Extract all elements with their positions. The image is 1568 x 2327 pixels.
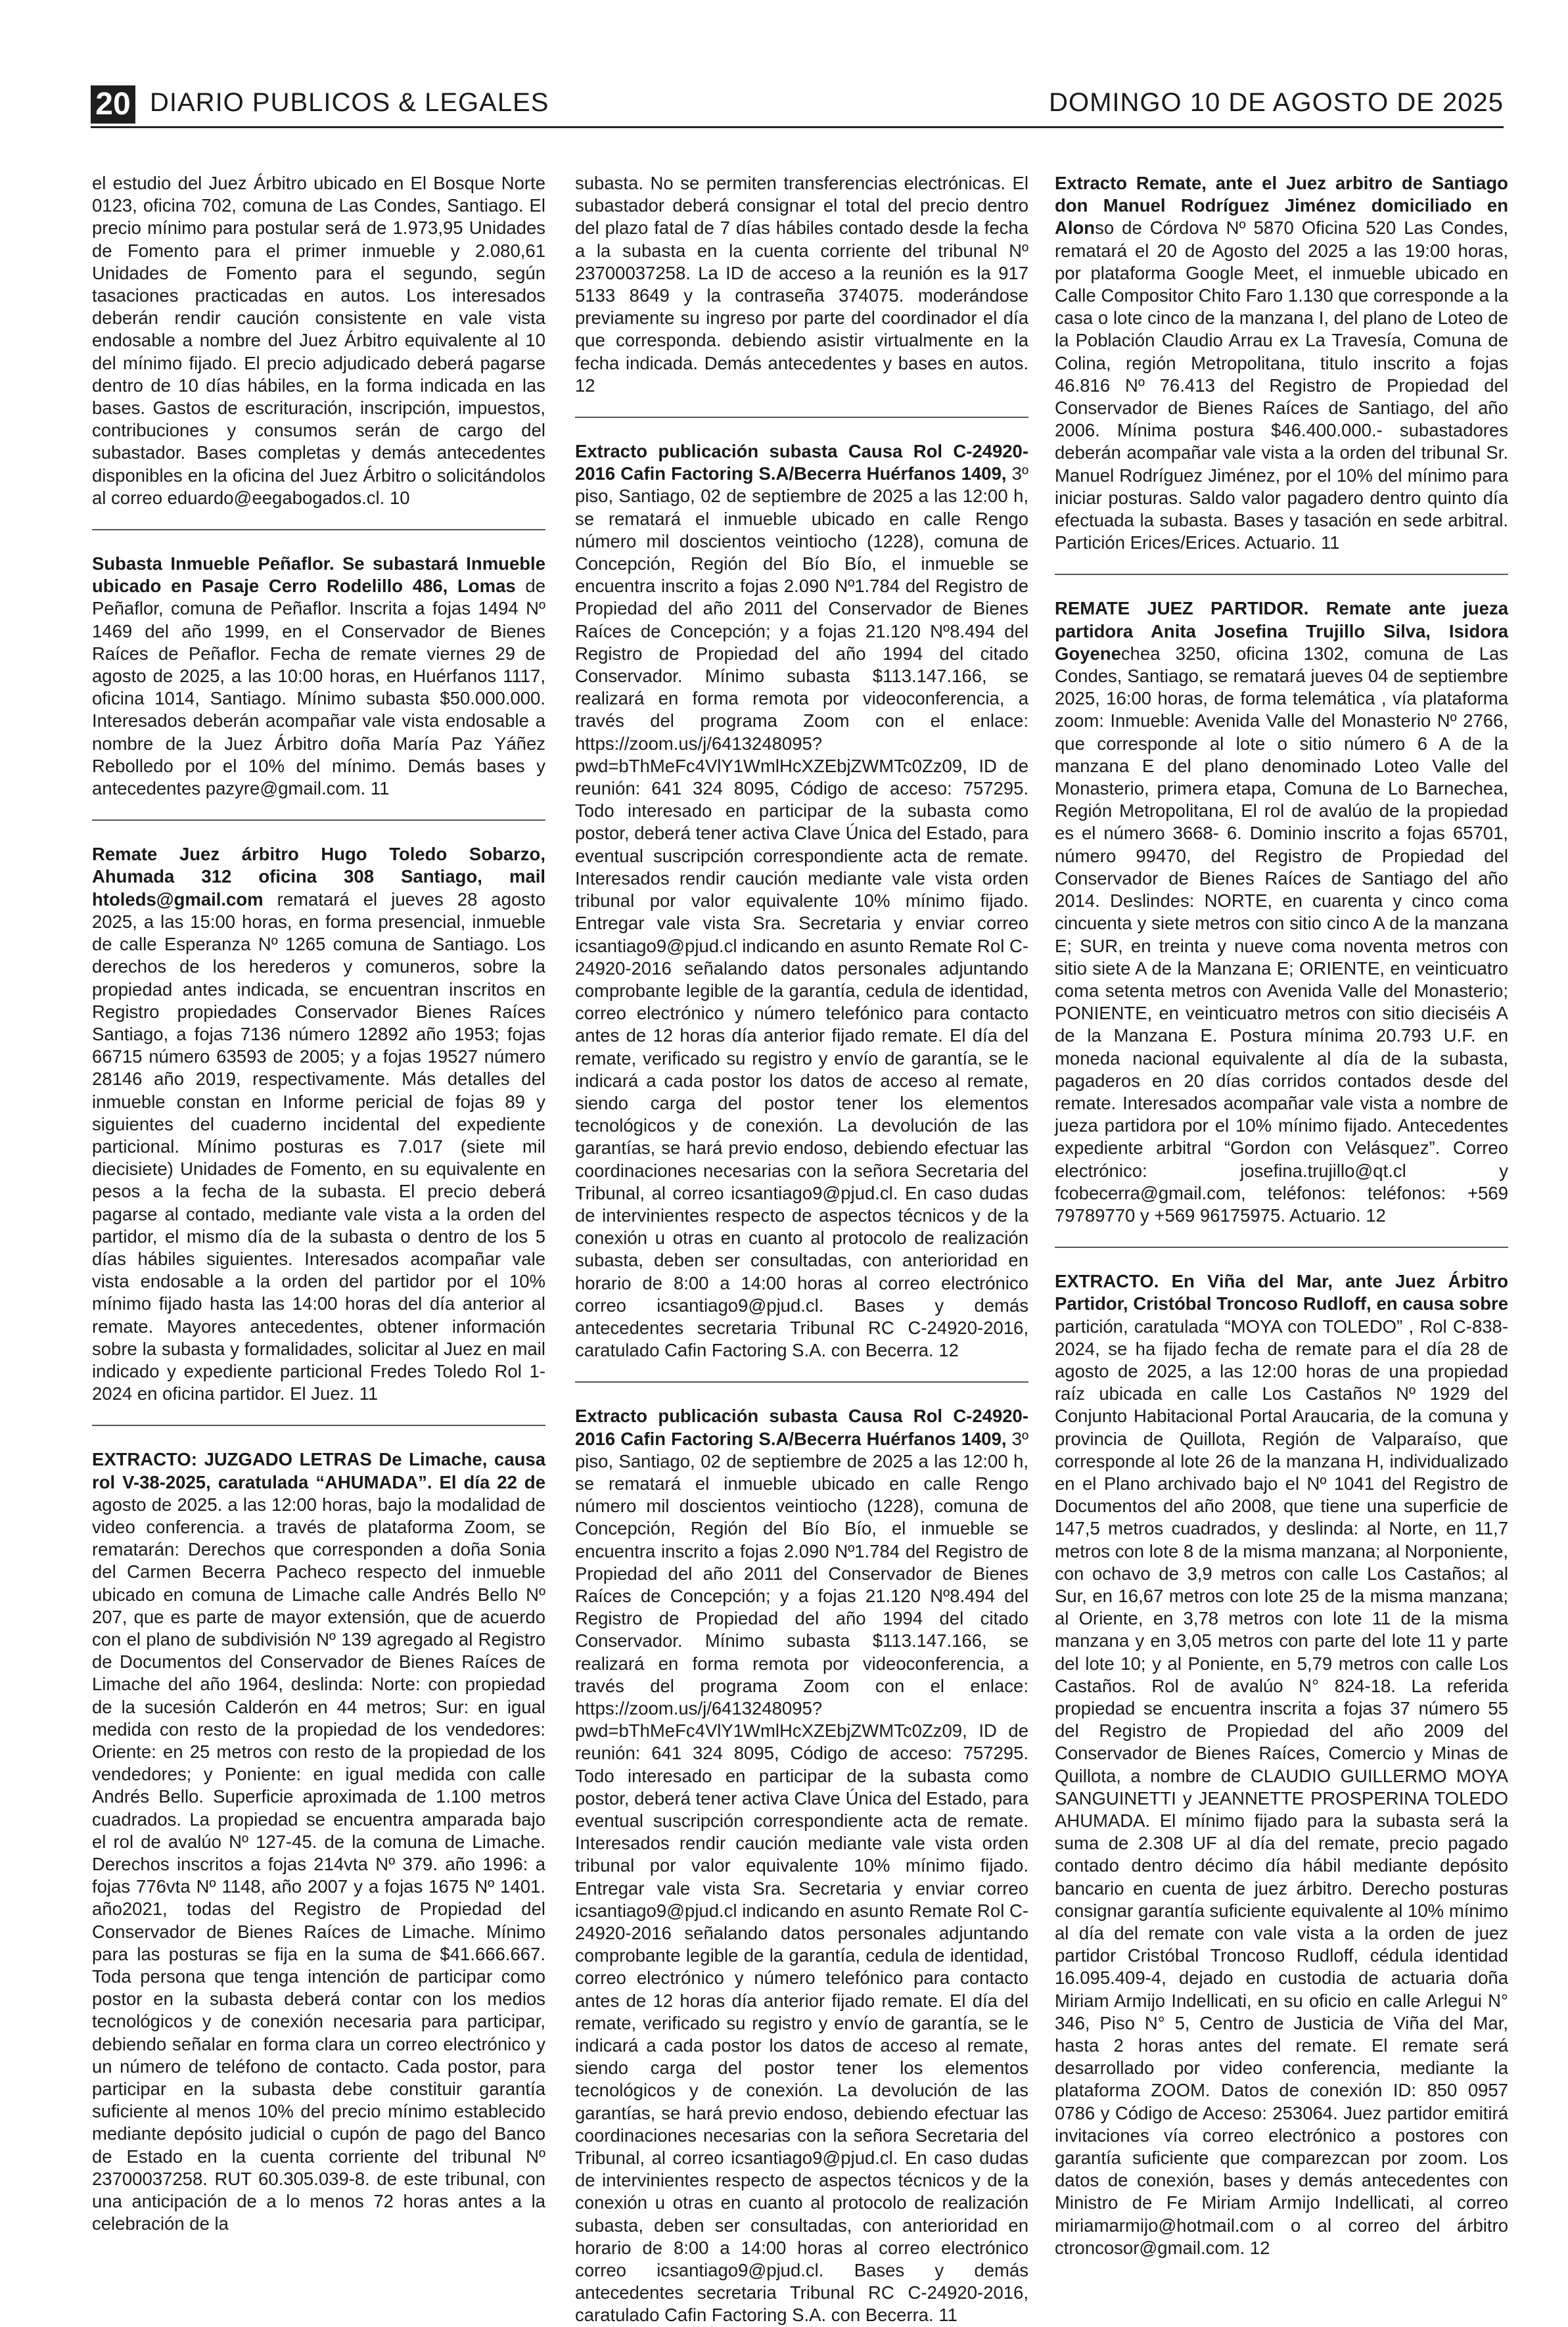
notice-separator xyxy=(575,1381,1028,1383)
notice-separator xyxy=(575,417,1028,418)
notice-body: rematará el jueves 28 agosto 2025, a las 15:00 horas, en forma presencial, inmueble de calle Esperanza Nº 1265 comuna de Santiago. Los derechos de los herederos y comuneros, sobre la propiedad antes indicada, se encuentran inscritos en Registro propiedades Conservador Bienes Raíces Santiago, a fojas 7136 número 12892 año 1953; fojas 66715 número 63593 de 2005; y a fojas 19527 número 28146 año 2019, respectivamente. Más detalles del inmueble constan en Informe pericial de fojas 89 y siguientes del cuaderno incidental del expediente particional. Mínimo posturas es 7.017 (siete mil diecisiete) Unidades de Fomento, en su equivalente en pesos a la fecha de la subasta. El precio deberá pagarse al contado, mediante vale vista a la orden del partidor, el mismo día de la subasta o dentro de los 5 días hábiles siguientes. Interesados acompañar vale vista endosable a la orden del partidor por el 10% mínimo fijado hasta las 14:00 horas del día anterior al remate. Mayores antecedentes, obtener información sobre la subasta y formalidades, solicitar al Juez en mail indicado y expediente particional Fredes Toledo Rol 1-2024 en oficina partidor. El Juez. 11 xyxy=(92,888,545,1404)
notice-heading: Remate Juez árbitro Hugo Toledo Sobarzo, Ahumada 312 oficina 308 Santiago, mail htoleds@gmail.com xyxy=(92,844,545,910)
notice xyxy=(1055,172,1508,554)
notice-body: de Peñaflor, comuna de Peñaflor. Inscrita a fojas 1494 Nº 1469 del año 1999, en el Conservador de Bienes Raíces de Peñaflor. Fecha de remate viernes 29 de agosto de 2025, a las 10:00 horas, en Huérfanos 1117, oficina 1014, Santiago. Mínimo subasta $50.000.000. Interesados deberán acompañar vale vista endosable a nombre de la Juez Árbitro doña María Paz Yáñez Rebolledo por el 10% del mínimo. Demás bases y antecedentes pazyre@gmail.com. 11 xyxy=(92,576,546,799)
column-3 xyxy=(1055,172,1508,2275)
notice-heading: EXTRACTO: JUZGADO LETRAS De Limache, causa rol V-38-2025, caratulada “AHUMADA”. El día 22 de xyxy=(92,1449,545,1492)
notice xyxy=(1055,597,1508,1227)
notice-heading: Subasta Inmueble Peñaflor. Se subastará Inmueble ubicado en Pasaje Cerro Rodelillo 486, Lomas xyxy=(92,553,545,597)
notice-body: subasta. No se permiten transferencias electrónicas. El subastador deberá consignar el total del precio dentro del plazo fatal de 7 días hábiles contado desde la fecha a la subasta en la cuenta corriente del tribunal Nº 23700037258. La ID de acceso a la reunión es la 917 5133 8649 y la contraseña 374075. moderándose previamente su ingreso por parte del coordinador el día que corresponda. debiendo asistir virtualmente en la fecha indicada. Demás antecedentes y bases en autos. 12 xyxy=(575,173,1028,396)
notice-body: agosto de 2025. a las 12:00 horas, bajo la modalidad de video conferencia. a través de plataforma Zoom, se rematarán: Derechos que corresponden a doña Sonia del Carmen Becerra Pacheco respecto del inmueble ubicado en comuna de Limache calle Andrés Bello Nº 207, que es parte de mayor extensión, que de acuerdo con el plano de subdivisión Nº 139 agregado al Registro de Documentos del Conservador de Bienes Raíces de Limache del año 1964, deslinda: Norte: con propiedad de la sucesión Calderón en 44 metros; Sur: en igual medida con resto de la propiedad de los vendedores: Oriente: en 25 metros con resto de la propiedad de los vendedores; y Poniente: en igual medida con calle Andrés Bello. Superficie aproximada de 1.100 metros cuadrados. La propiedad se encuentra amparada bajo el rol de avalúo Nº 127-45. de la comuna de Limache. Derechos inscritos a fojas 214vta Nº 379. año 1996: a fojas 776vta Nº 1148, año 2007 y a fojas 1675 Nº 1401. año2021, todas del Registro de Propiedad del Conservador de Bienes Raíces de Limache. Mínimo para las posturas se fija en la suma de $41.666.667. Toda persona que tenga intención de participar como postor en la subasta deberá contar con los medios tecnológicos y de conexión necesaria para participar, debiendo señalar en forma clara un correo electrónico y un número de teléfono de contacto. Cada postor, para participar en la subasta debe constituir garantía suficiente al menos 10% del precio mínimo establecido mediante depósito judicial o cupón de pago del Banco de Estado en la cuenta corriente del tribunal Nº 23700037258. RUT 60.305.039-8. de este tribunal, con una anticipación de a lo menos 72 horas antes a la celebración de la xyxy=(92,1494,545,2234)
notice-heading: REMATE JUEZ PARTIDOR. Remate ante jueza partidora Anita Josefina Trujillo Silva, Isidora Goyene xyxy=(1055,598,1508,664)
notice-heading: Extracto publicación subasta Causa Rol C-24920-2016 Cafin Factoring S.A/Becerra Huérfanos 1409, xyxy=(575,441,1028,484)
notice-separator xyxy=(92,529,545,530)
notice-separator xyxy=(92,819,545,821)
notice-heading: Extracto Remate, ante el Juez arbitro de Santiago don Manuel Rodríguez Jiménez domiciliado en Alon xyxy=(1055,173,1508,239)
notice xyxy=(1055,1270,1508,2259)
notice xyxy=(575,440,1028,1362)
publication-title: DIARIO PUBLICOS & LEGALES xyxy=(150,88,549,117)
notice xyxy=(92,1448,545,2235)
page-number: 20 xyxy=(91,85,135,124)
notice-body: partición, caratulada “MOYA con TOLEDO” , Rol C-838-2024, se ha fijado fecha de remate para el día 28 de agosto de 2025, a las 12:00 horas de una propiedad raíz ubicada en calle Los Castaños Nº 1929 del Conjunto Habitacional Portal Araucaria, de la comuna y provincia de Quillota, Región de Valparaíso, que corresponde al lote 26 de la manzana H, individualizado en el Plano archivado bajo el Nº 1041 del Registro de Documentos del año 2008, que tiene una superficie de 147,5 metros cuadrados, y deslinda: al Norte, en 11,7 metros con lote 8 de la misma manzana; al Norponiente, con ochavo de 3,9 metros con calle Los Castaños; al Sur, en 16,67 metros con lote 25 de la misma manzana; al Oriente, en 3,78 metros con lote 11 de la misma manzana y en 3,05 metros con parte del lote 11 y parte del lote 10; y al Poniente, en 5,79 metros con calle Los Castaños. Rol de avalúo N° 824-18. La referida propiedad se encuentra inscrita a fojas 37 número 55 del Registro de Propiedad del año 2009 del Conservador de Bienes Raíces, Comercio y Minas de Quillota, a nombre de CLAUDIO GUILLERMO MOYA SANGUINETTI y JEANNETTE PROSPERINA TOLEDO AHUMADA. El mínimo fijado para la subasta será la suma de 2.308 UF al día del remate, precio pagado contado dentro décimo día hábil mediante depósito bancario en cuenta de juez árbitro. Derecho posturas consignar garantía suficiente equivalente al 10% mínimo al día del remate con vale vista a la orden de juez partidor Cristóbal Troncoso Rudloff, cédula identidad 16.095.409-4, dejado en custodia de actuaria doña Miriam Armijo Indellicati, en su oficio en calle Arlegui N° 346, Piso N° 5, Centro de Justicia de Viña del Mar, hasta 2 horas antes del remate. El remate será desarrollado por video conferencia, mediante la plataforma ZOOM. Datos de conexión ID: 850 0957 0786 y Código de Acceso: 253064. Juez partidor emitirá invitaciones vía correo electrónico a postores con garantía suficiente que comparezcan por zoom. Los datos de conexión, bases y demás antecedentes con Ministro de Fe Miriam Armijo Indellicati, al correo miriamarmijo@hotmail.com o al correo del árbitro ctroncosor@gmail.com. 12 xyxy=(1055,1316,1508,2258)
notice-separator xyxy=(1055,574,1508,575)
notice-separator xyxy=(1055,1247,1508,1248)
notice xyxy=(92,172,545,509)
notice-separator xyxy=(92,1425,545,1426)
column-2 xyxy=(575,172,1028,2326)
notice-heading: Extracto publicación subasta Causa Rol C-24920-2016 Cafin Factoring S.A/Becerra Huérfanos 1409, xyxy=(575,1406,1028,1449)
notice-body: so de Córdova Nº 5870 Oficina 520 Las Condes, rematará el 20 de Agosto del 2025 a las 19:00 horas, por plataforma Google Meet, el inmueble ubicado en Calle Compositor Chito Faro 1.130 que corresponde a la casa o lote cinco de la manzana I, del plano de Loteo de la Población Claudio Arrau ex La Travesía, Comuna de Colina, región Metropolitana, titulo inscrito a fojas 46.816 Nº 76.413 del Registro de Propiedad del Conservador de Bienes Raíces de Santiago, del año 2006. Mínima postura $46.400.000.- subastadores deberán acompañar vale vista a la orden del tribunal Sr. Manuel Rodríguez Jiménez, por el 10% del mínimo para iniciar posturas. Saldo valor pagadero dentro quinto día efectuada la subasta. Bases y tasación en sede arbitral. Partición Erices/Erices. Actuario. 11 xyxy=(1055,218,1508,553)
notice-body: 3º piso, Santiago, 02 de septiembre de 2025 a las 12:00 h, se rematará el inmueble ubicado en calle Rengo número mil doscientos veintiocho (1228), comuna de Concepción, Región del Bío Bío, el inmueble se encuentra inscrito a fojas 2.090 Nº1.784 del Registro de Propiedad del año 2011 del Conservador de Bienes Raíces de Concepción; y a fojas 21.120 Nº8.494 del Registro de Propiedad del año 1994 del citado Conservador. Mínimo subasta $113.147.166, se realizará en forma remota por videoconferencia, a través del programa Zoom con el enlace: https://zoom.us/j/6413248095?pwd=bThMeFc4VlY1WmlHcXZEbjZWMTc0Zz09, ID de reunión: 641 324 8095, Código de acceso: 757295. Todo interesado en participar de la subasta como postor, deberá tener activa Clave Única del Estado, para eventual suscripción correspondiente acta de remate. Interesados rendir caución mediante vale vista orden tribunal por valor equivalente 10% mínimo fijado. Entregar vale vista Sra. Secretaria y enviar correo icsantiago9@pjud.cl indicando en asunto Remate Rol C-24920-2016 señalando datos personales adjuntando comprobante legible de la garantía, cedula de identidad, correo electrónico y número telefónico para contacto antes de 12 horas día anterior fijado remate. El día del remate, verificado su registro y envío de garantía, se le indicará a cada postor los datos de acceso al remate, siendo carga del postor tener los elementos tecnológicos y de conexión. La devolución de las garantías, se hará previo endoso, debiendo efectuar las coordinaciones necesarias con la señora Secretaria del Tribunal, al correo icsantiago9@pjud.cl. En caso dudas de intervinientes respecto de aspectos técnicos y de la conexión u otras en cuanto al protocolo de realización subasta, deben ser consultadas, con anterioridad en horario de 8:00 a 14:00 horas al correo electrónico correo icsantiago9@pjud.cl. Bases y demás antecedentes secretaria Tribunal RC C-24920-2016, caratulado Cafin Factoring S.A. con Becerra. 11 xyxy=(575,1428,1028,2326)
notice-body: el estudio del Juez Árbitro ubicado en El Bosque Norte 0123, oficina 702, comuna de Las Condes, Santiago. El precio mínimo para postular será de 1.973,95 Unidades de Fomento para el primer inmueble y 2.080,61 Unidades de Fomento para el segundo, según tasaciones practicadas en autos. Los interesados deberán rendir caución consistente en vale vista endosable a nombre del Juez Árbitro equivalente al 10 del mínimo fijado. El precio adjudicado deberá pagarse dentro de 10 días hábiles, en la forma indicada en las bases. Gastos de escrituración, inscripción, impuestos, contribuciones y consumos serán de cargo del subastador. Bases completas y demás antecedentes disponibles en la oficina del Juez Árbitro o solicitándolos al correo eduardo@eegabogados.cl. 10 xyxy=(92,173,545,508)
notice-body: chea 3250, oficina 1302, comuna de Las Condes, Santiago, se rematará jueves 04 de septiembre 2025, 16:00 horas, de forma telemática , vía plataforma zoom: Inmueble: Avenida Valle del Monasterio Nº 2766, que corresponde al lote o sitio número 6 A de la manzana E del plano denominado Loteo Valle del Monasterio, primera etapa, Comuna de Lo Barnechea, Región Metropolitana, El rol de avalúo de la propiedad es el número 3668- 6. Dominio inscrito a fojas 65701, número 99470, del Registro de Propiedad del Conservador de Bienes Raíces de Santiago del año 2014. Deslindes: NORTE, en cuarenta y cinco coma cincuenta y siete metros con sitio cinco A de la manzana E; SUR, en treinta y nueve coma noventa metros con sitio siete A de la Manzana E; ORIENTE, en veinticuatro coma setenta metros con Avenida Valle del Monasterio; PONIENTE, en veinticuatro metros con sitio dieciséis A de la Manzana E. Postura mínima 20.793 U.F. en moneda nacional equivalente al día de la subasta, pagaderos en 20 días corridos contados desde del remate. Interesados acompañar vale vista a nombre de jueza partidora por el 10% mínimo fijado. Antecedentes expediente arbitral “Gordon con Velásquez”. Correo electrónico: josefina.trujillo@qt.cl y fcobecerra@gmail.com, teléfonos: teléfonos: +569 79789770 y +569 96175975. Actuario. 12 xyxy=(1055,643,1508,1226)
notice xyxy=(575,172,1028,397)
page-header xyxy=(91,84,1504,128)
notice xyxy=(92,843,545,1405)
publication-date: DOMINGO 10 DE AGOSTO DE 2025 xyxy=(1049,88,1504,117)
notice xyxy=(92,553,545,800)
notice-body: 3º piso, Santiago, 02 de septiembre de 2025 a las 12:00 h, se rematará el inmueble ubicado en calle Rengo número mil doscientos veintiocho (1228), comuna de Concepción, Región del Bío Bío, el inmueble se encuentra inscrito a fojas 2.090 Nº1.784 del Registro de Propiedad del año 2011 del Conservador de Bienes Raíces de Concepción; y a fojas 21.120 Nº8.494 del Registro de Propiedad del año 1994 del citado Conservador. Mínimo subasta $113.147.166, se realizará en forma remota por videoconferencia, a través del programa Zoom con el enlace: https://zoom.us/j/6413248095?pwd=bThMeFc4VlY1WmlHcXZEbjZWMTc0Zz09, ID de reunión: 641 324 8095, Código de acceso: 757295. Todo interesado en participar de la subasta como postor, deberá tener activa Clave Única del Estado, para eventual suscripción correspondiente acta de remate. Interesados rendir caución mediante vale vista orden tribunal por valor equivalente 10% mínimo fijado. Entregar vale vista Sra. Secretaria y enviar correo icsantiago9@pjud.cl indicando en asunto Remate Rol C-24920-2016 señalando datos personales adjuntando comprobante legible de la garantía, cedula de identidad, correo electrónico y número telefónico para contacto antes de 12 horas día anterior fijado remate. El día del remate, verificado su registro y envío de garantía, se le indicará a cada postor los datos de acceso al remate, siendo carga del postor tener los elementos tecnológicos y de conexión. La devolución de las garantías, se hará previo endoso, debiendo efectuar las coordinaciones necesarias con la señora Secretaria del Tribunal, al correo icsantiago9@pjud.cl. En caso dudas de intervinientes respecto de aspectos técnicos y de la conexión u otras en cuanto al protocolo de realización subasta, deben ser consultadas, con anterioridad en horario de 8:00 a 14:00 horas al correo electrónico correo icsantiago9@pjud.cl. Bases y demás antecedentes secretaria Tribunal RC C-24920-2016, caratulado Cafin Factoring S.A. con Becerra. 12 xyxy=(575,463,1028,1361)
notice xyxy=(575,1405,1028,2326)
column-1 xyxy=(92,172,545,2275)
notice-heading: EXTRACTO. En Viña del Mar, ante Juez Árbitro Partidor, Cristóbal Troncoso Rudloff, en causa sobre xyxy=(1055,1271,1508,1314)
